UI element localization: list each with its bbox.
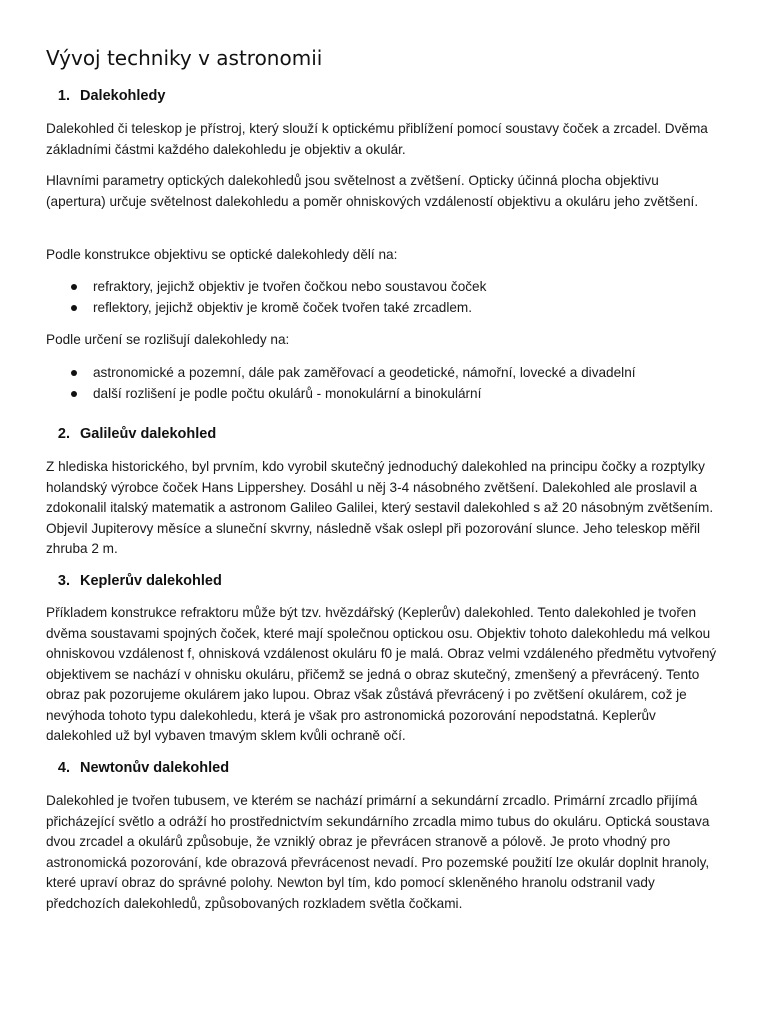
section-title: Newtonův dalekohled xyxy=(80,760,230,776)
section-heading-1 xyxy=(46,86,165,106)
list-item: další rozlišení je podle počtu okulárů - monokulární a binokulární xyxy=(46,384,722,405)
bullet-icon xyxy=(71,305,77,311)
paragraph: Podle konstrukce objektivu se optické dalekohledy dělí na: xyxy=(46,247,398,262)
section-heading-3 xyxy=(46,571,222,591)
bullet-list xyxy=(46,363,722,404)
section-number: 2. xyxy=(57,426,70,442)
paragraph: Podle určení se rozlišují dalekohledy na: xyxy=(46,332,290,347)
bullet-icon xyxy=(71,370,77,376)
section-number: 4. xyxy=(57,760,70,776)
paragraph: Dalekohled či teleskop je přístroj, který slouží k optickému přiblížení pomocí soustavy čoček a zrcadel. Dvěma základními částmi každého dalekohledu je objektiv a okulár. xyxy=(46,121,708,157)
section-heading-2 xyxy=(46,424,216,444)
section-number: 3. xyxy=(57,573,70,589)
paragraph: Hlavními parametry optických dalekohledů jsou světelnost a zvětšení. Opticky účinná plocha objektivu (apertura) určuje světelnost dalekohledu a poměr ohniskových vzdáleností objektivu a okuláru jeho zvětšení. xyxy=(46,173,699,209)
section-title: Galileův dalekohled xyxy=(80,426,217,442)
list-item: refraktory, jejichž objektiv je tvořen čočkou nebo soustavou čoček xyxy=(46,277,722,298)
document-title: Vývoj techniky v astronomii xyxy=(46,46,323,70)
paragraph: Z hlediska historického, byl prvním, kdo vyrobil skutečný jednoduchý dalekohled na principu čočky a rozptylky holandský výrobce čoček Hans Lippershey. Dosáhl u něj 3-4 násobného zvětšení. Dalekohled ale proslavil a zdokonalil italský matematik a astronom Galileo Galilei, který sestavil dalekohled s až 20 násobným zvětšením. Objevil Jupiterovy měsíce a sluneční skvrny, následně však oslepl při pozorování slunce. Jeho teleskop měřil zhruba 2 m. xyxy=(46,459,714,556)
section-title: Keplerův dalekohled xyxy=(80,573,222,589)
bullet-icon xyxy=(71,391,77,397)
bullet-list xyxy=(46,277,722,318)
bullet-icon xyxy=(71,284,77,290)
section-heading-4 xyxy=(46,758,229,778)
paragraph: Dalekohled je tvořen tubusem, ve kterém se nachází primární a sekundární zrcadlo. Primární zrcadlo přijímá přicházející světlo a odráží ho prostřednictvím sekundárního zrcadla mimo tubus do okuláru. Optická soustava dvou zrcadel a okulárů způsobuje, že vzniklý obraz je převrácen stranově a pólově. Je proto vhodný pro astronomická pozorování, kde obrazová převrácenost nevadí. Pro pozemské použití lze okulár doplnit hranoly, které upraví obraz do správné polohy. Newton byl tím, kdo pomocí skleněného hranolu odstranil vady předchozích dalekohledů, způsobovaných rozkladem světla čočkami. xyxy=(46,793,710,911)
list-item: astronomické a pozemní, dále pak zaměřovací a geodetické, námořní, lovecké a divadelní xyxy=(46,363,722,384)
section-title: Dalekohledy xyxy=(80,88,166,104)
list-item: reflektory, jejichž objektiv je kromě čoček tvořen také zrcadlem. xyxy=(46,298,722,319)
section-number: 1. xyxy=(57,88,70,104)
paragraph: Příkladem konstrukce refraktoru může být tzv. hvězdářský (Keplerův) dalekohled. Tento dalekohled je tvořen dvěma soustavami spojných čoček, které mají společnou optickou osu. Objektiv tohoto dalekohledu má velkou ohniskovou vzdálenost f, ohnisková vzdálenost okuláru f0 je malá. Obraz velmi vzdáleného předmětu vytvořený objektivem se nachází v ohnisku okuláru, přičemž se jedná o obraz skutečný, zmenšený a převrácený. Tento obraz pak pozorujeme okulárem jako lupou. Obraz však zůstává převrácený i po zvětšení okulárem, což je nevýhoda tohoto typu dalekohledu, která je však pro astronomická pozorování nepodstatná. Keplerův dalekohled už byl vybaven tmavým sklem kvůli ochraně očí. xyxy=(46,605,717,743)
